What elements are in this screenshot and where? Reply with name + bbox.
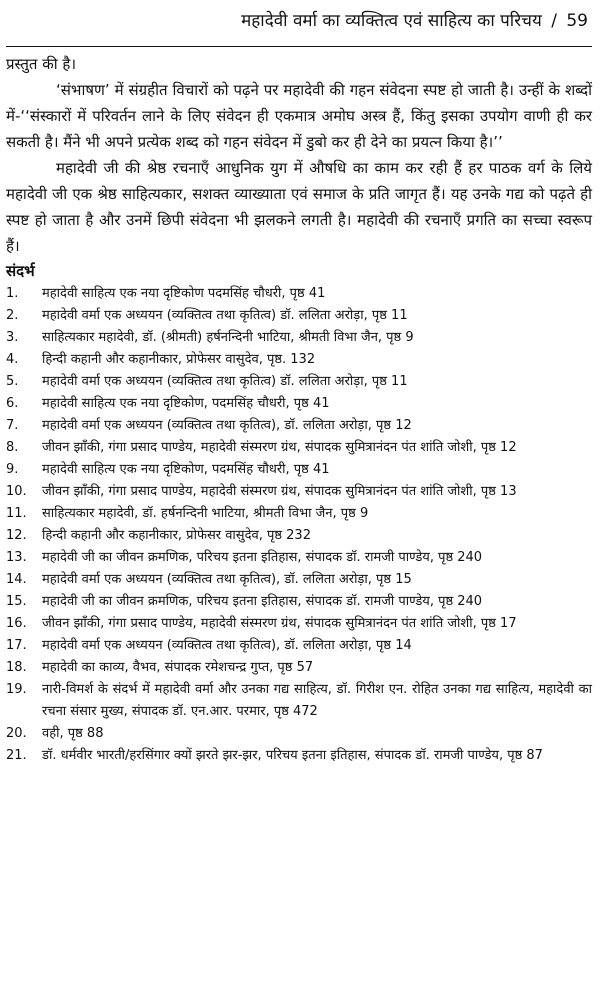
- reference-text: नारी-विमर्श के संदर्भ में महादेवी वर्मा और उनका गद्य साहित्य, डॉ. गिरीश एन. रोहित उनका गद्य साहित्य, महादेवी का रचना संसार मुख्य, संपादक डॉ. एन.आर. परमार, पृष्ठ 472: [42, 682, 592, 719]
- reference-number: 5.: [6, 374, 19, 389]
- reference-number: 8.: [6, 440, 19, 455]
- reference-item: [6, 525, 592, 547]
- reference-text: हिन्दी कहानी और कहानीकार, प्रोफेसर वासुदेव, पृष्ठ. 132: [42, 352, 316, 367]
- reference-text: साहित्यकार महादेवी, डॉ. (श्रीमती) हर्षनन्दिनी भाटिया, श्रीमती विभा जैन, पृष्ठ 9: [42, 330, 414, 345]
- reference-number: 19.: [6, 682, 27, 697]
- reference-item: [6, 393, 592, 415]
- reference-text: जीवन झाँकी, गंगा प्रसाद पाण्डेय, महादेवी संस्मरण ग्रंथ, संपादक सुमित्रानंदन पंत शांति जोशी, पृष्ठ 13: [42, 484, 517, 499]
- reference-text: महादेवी वर्मा एक अध्ययन (व्यक्तित्व तथा कृतित्व) डॉ. ललिता अरोड़ा, पृष्ठ 11: [42, 374, 408, 389]
- paragraph-rachnayen: महादेवी जी की श्रेष्ठ रचनाएँ आधुनिक युग में औषधि का काम कर रही हैं हर पाठक वर्ग के लिये महादेवी जी एक श्रेष्ठ साहित्यकार, सशक्त व्याख्याता एवं समाज के प्रति जागृत हैं। यह उनके गद्य को पढ़ते ही स्पष्ट हो जाता है और उनमें छिपी संवेदना भी झलकने लगती है। महादेवी की रचनाएँ प्रगति का सच्चा स्वरूप हैं।: [6, 159, 592, 255]
- reference-number: 9.: [6, 462, 19, 477]
- reference-item: [6, 327, 592, 349]
- reference-item: [6, 745, 592, 767]
- reference-text: जीवन झाँकी, गंगा प्रसाद पाण्डेय, महादेवी संस्मरण ग्रंथ, संपादक सुमित्रानंदन पंत शांति जोशी, पृष्ठ 12: [42, 440, 517, 455]
- reference-item: [6, 371, 592, 393]
- reference-number: 6.: [6, 396, 19, 411]
- reference-item: [6, 283, 592, 305]
- reference-number: 10.: [6, 484, 27, 499]
- reference-item: [6, 305, 592, 327]
- reference-number: 17.: [6, 638, 27, 653]
- reference-number: 2.: [6, 308, 19, 323]
- reference-number: 15.: [6, 594, 27, 609]
- header-separator: /: [551, 11, 557, 31]
- reference-text: डॉ. धर्मवीर भारती/हरसिंगार क्यों झरते झर-झर, परिचय इतना इतिहास, संपादक डॉ. रामजी पाण्डेय, पृष्ठ 87: [42, 748, 543, 763]
- reference-item: [6, 547, 592, 569]
- reference-item: [6, 591, 592, 613]
- reference-number: 11.: [6, 506, 27, 521]
- running-header: [6, 6, 592, 47]
- reference-text: महादेवी साहित्य एक नया दृष्टिकोण पदमसिंह चौधरी, पृष्ठ 41: [42, 286, 326, 301]
- reference-item: [6, 723, 592, 745]
- reference-text: साहित्यकार महादेवी, डॉ. हर्षनन्दिनी भाटिया, श्रीमती विभा जैन, पृष्ठ 9: [42, 506, 369, 521]
- reference-text: जीवन झाँकी, गंगा प्रसाद पाण्डेय, महादेवी संस्मरण ग्रंथ, संपादक सुमित्रानंदन पंत शांति जोशी, पृष्ठ 17: [42, 616, 517, 631]
- body-text: [6, 51, 592, 259]
- reference-number: 18.: [6, 660, 27, 675]
- running-title: महादेवी वर्मा का व्यक्तित्व एवं साहित्य का परिचय: [241, 11, 542, 31]
- reference-number: 14.: [6, 572, 27, 587]
- reference-text: महादेवी वर्मा एक अध्ययन (व्यक्तित्व तथा कृतित्व), डॉ. ललिता अरोड़ा, पृष्ठ 14: [42, 638, 412, 653]
- reference-item: [6, 503, 592, 525]
- reference-text: महादेवी वर्मा एक अध्ययन (व्यक्तित्व तथा कृतित्व) डॉ. ललिता अरोड़ा, पृष्ठ 11: [42, 308, 408, 323]
- reference-text: महादेवी वर्मा एक अध्ययन (व्यक्तित्व तथा कृतित्व), डॉ. ललिता अरोड़ा, पृष्ठ 12: [42, 418, 412, 433]
- reference-text: महादेवी जी का जीवन क्रमणिक, परिचय इतना इतिहास, संपादक डॉ. रामजी पाण्डेय, पृष्ठ 240: [42, 550, 483, 565]
- reference-number: 4.: [6, 352, 19, 367]
- reference-text: महादेवी साहित्य एक नया दृष्टिकोण, पदमसिंह चौधरी, पृष्ठ 41: [42, 396, 330, 411]
- reference-number: 20.: [6, 726, 27, 741]
- reference-text: महादेवी जी का जीवन क्रमणिक, परिचय इतना इतिहास, संपादक डॉ. रामजी पाण्डेय, पृष्ठ 240: [42, 594, 483, 609]
- paragraph-continuation: प्रस्तुत की है।: [6, 55, 77, 73]
- reference-text: महादेवी वर्मा एक अध्ययन (व्यक्तित्व तथा कृतित्व), डॉ. ललिता अरोड़ा, पृष्ठ 15: [42, 572, 412, 587]
- reference-text: वही, पृष्ठ 88: [42, 726, 104, 741]
- paragraph-sambhashan: ‘संभाषण’ में संग्रहीत विचारों को पढ़ने पर महादेवी की गहन संवेदना स्पष्ट हो जाती है। उन्हीं के शब्दों में-‘‘संस्कारों में परिवर्तन लाने के लिए संवेदन ही एकमात्र अमोघ अस्त्र हैं, किंतु इसका उपयोग वाणी ही कर सकती है। मैंने भी अपने प्रत्येक शब्द को गहन संवेदन में डुबो कर ही देने का प्रयत्न किया है।’’: [6, 81, 592, 151]
- references-heading: संदर्भ: [6, 262, 35, 280]
- reference-item: [6, 481, 592, 503]
- page-number: 59: [566, 11, 588, 31]
- reference-text: हिन्दी कहानी और कहानीकार, प्रोफेसर वासुदेव, पृष्ठ 232: [42, 528, 311, 543]
- reference-item: [6, 415, 592, 437]
- reference-item: [6, 459, 592, 481]
- reference-item: [6, 657, 592, 679]
- reference-number: 13.: [6, 550, 27, 565]
- reference-number: 7.: [6, 418, 19, 433]
- reference-text: महादेवी साहित्य एक नया दृष्टिकोण, पदमसिंह चौधरी, पृष्ठ 41: [42, 462, 330, 477]
- references-list: [6, 283, 592, 767]
- reference-item: [6, 569, 592, 591]
- reference-number: 3.: [6, 330, 19, 345]
- reference-item: [6, 349, 592, 371]
- reference-number: 12.: [6, 528, 27, 543]
- reference-item: [6, 679, 592, 723]
- reference-item: [6, 437, 592, 459]
- reference-number: 1.: [6, 286, 19, 301]
- reference-item: [6, 635, 592, 657]
- reference-number: 21.: [6, 748, 27, 763]
- reference-item: [6, 613, 592, 635]
- reference-number: 16.: [6, 616, 27, 631]
- reference-text: महादेवी का काव्य, वैभव, संपादक रमेशचन्द्र गुप्त, पृष्ठ 57: [42, 660, 314, 675]
